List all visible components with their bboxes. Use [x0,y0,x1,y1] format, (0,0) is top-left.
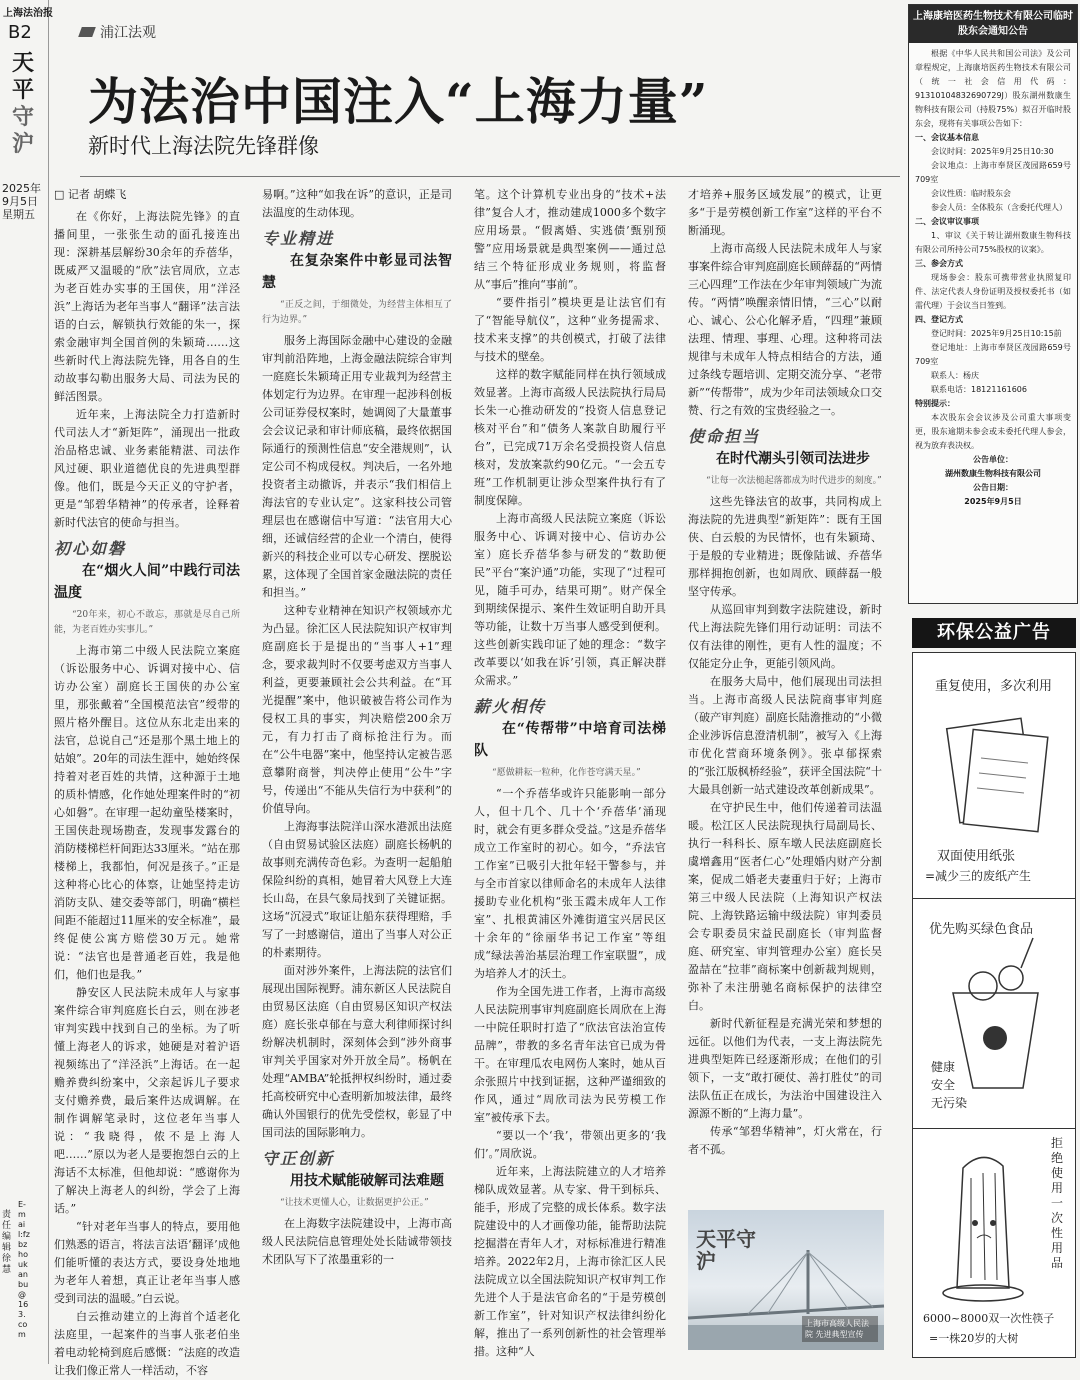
ad-slogan: 无污染 [931,1096,968,1110]
shareholder-notice [908,4,1078,604]
ad-slogan: 安全 [931,1078,956,1092]
section-title: 专业精进 [262,229,335,248]
paragraph: 服务上海国际金融中心建设的金融审判前沿阵地，上海金融法院综合审判一庭庭长朱颖琦正用专业裁判为经营主体划定行为边界。在审理一起涉科创板公司证券侵权案时，她调阅了大量董事会会议记录和审计师底稿，最终依据国际通行的预测性信息“安全港规则”，认定公司不构成侵权。判决后，一名外地投资者主动撤诉，并表示“我们相信上海法官的专业认定”。这家科技公司管理层也在感谢信中写道：“法官用大心细，还诚信经营的企业一个清白，使得新兴的科技企业可以专心研发、摆脱讼累，这体现了全国首家金融法院的责任和担当。” [262,334,452,599]
ad-slogan: 重复使用，多次利用 [935,679,1053,694]
ad-slogan: 拒绝使用一次性用品 [1051,1136,1064,1270]
left-rail [0,0,53,1364]
masthead: 上海法治报 [3,8,53,19]
column-name [12,50,36,158]
photo-title: 天平守沪 [696,1227,756,1273]
article-column-1 [54,186,240,1377]
section-heading [688,428,882,470]
paragraph: “一个乔蓓华或许只能影响一部分人，但十几个、几十个‘乔蓓华’涌现时，就会有更多群众受益。”这是乔蓓华成立工作室时的初心。如今，“乔法官工作室”已吸引大批年轻干警参与，并与全市首家以律师命名的未成年人法律援助专业化机构“张玉霞未成年人工作室”、扎根黄浦区外滩街道宝兴居民区十余年的“徐丽华书记工作室”等组成“绿法善治基层治理工作室联盟”，成为培养人才的沃土。 [474,787,666,980]
column-logo-photo [688,1210,884,1350]
pull-quote: “愿做耕耘一粒种，化作苍穹满天星。” [492,768,641,778]
article-column-3 [474,186,666,1358]
paragraph: 作为全国先进工作者，上海市高级人民法院刑事审判庭副庭长周欣在上海一中院任职时打造了“欣法官法治宣传品牌”，带教的多名青年法官已成为骨干。在审理瓜农电网伤人案时，她从百余张照片中找到证据，这种严谨细致的作风，通过“周欣司法为民劳模工作室”被传承下去。 [474,985,666,1124]
article-column-4 [688,186,882,1206]
section-title: 使命担当 [688,427,761,446]
notice-signature-label: 公告单位： [973,455,1013,464]
section-heading [54,540,240,604]
ad-slogan: 优先购买绿色食品 [929,922,1034,937]
byline: □ 记者 胡蝶飞 [54,188,127,201]
ad-slogan: =减少三的废纸产生 [925,869,1032,883]
section-heading [262,1150,452,1192]
notice-line: 参会人员：全体股东（含委托代理人） [931,203,1067,212]
notice-line: 会议地点：上海市奉贤区茂园路659号709室 [915,161,1071,184]
paragraph: “针对老年当事人的特点，要用他们熟悉的语言，将法言法语‘翻译’成他们能听懂的表达方式，要设身处地地为老年人着想，真正让老年当事人感受到司法的温暖。”白云说。 [54,1220,240,1305]
paragraph: 在《你好，上海法院先锋》的直播间里，一张张生动的面孔接连出现：深耕基层解纷30余年的乔蓓华，既威严又温暖的“欣”法官周欣，立志为老百姓办实事的王国侠，用“洋泾浜”上海话为老年当事人“翻译”法言法语的白云，解锁执行效能的朱一，探索金融审判全国首例的朱颖琦……这些新时代上海法院先锋，用各自的生动故事勾勒出服务大局、司法为民的鲜活图景。 [54,210,240,403]
photo-caption: 上海市高级人民法院 先进典型宣传 [802,1316,878,1342]
section-subtitle: 在“烟火人间”中践行司法温度 [54,563,240,601]
paragraph: 这些先锋法官的故事，共同构成上海法院的先进典型“新矩阵”：既有王国侠、白云般的为民情怀，也有朱颖琦、于是般的专业精进；既像陆诚、乔蓓华那样拥抱创新，也如周欣、顾薛磊一般坚守传承。 [688,495,882,598]
paragraph: “要件指引”模块更是让法官们有了“智能导航仪”，这种“业务提需求、技术来支撑”的共创模式，打破了法律与技术的壁垒。 [474,296,666,363]
section-title: 守正创新 [262,1149,335,1168]
paragraph: 白云推动建立的上海首个适老化法庭里，一起案件的当事人张老伯坐着电动轮椅到庭后感慨：“法庭的改造让我们像正常人一样活动，不容 [54,1310,240,1377]
notice-date-label: 公告日期： [973,483,1013,492]
section-subtitle: 在“传帮带”中培育司法梯队 [474,721,666,759]
notice-section-heading: 三、参会方式 [915,259,963,268]
notice-section-heading: 二、会议审议事项 [915,217,979,226]
section-subtitle: 用技术赋能破解司法难题 [290,1173,444,1189]
section-tag-label: 浦江法观 [100,25,156,41]
paragraph: 面对涉外案件，上海法院的法官们展现出国际视野。浦东新区人民法院自由贸易区法庭（自由贸易区知识产权法庭）庭长张卓郁在与意大利律师探讨纠纷解决机制时，深刻体会到“涉外商事审判关乎国家对外开放全局”。杨帆在处理“AMBA”轮抵押权纠纷时，通过委托高校研究中心查明新加坡法律，最终确认外国银行的优先受偿权，彰显了中国司法的国际影响力。 [262,964,452,1139]
paragraph: “要以一个‘我’，带领出更多的‘我们’。”周欣说。 [474,1129,666,1160]
paragraph: 在守护民生中，他们传递着司法温暖。松江区人民法院现执行局副局长、执行一科科长、原车墩人民法庭副庭长虞增鑫用“医者仁心”处理婚内财产分割案，促成二婚老夫妻重归于好；上海市第三中级人民法院（上海知识产权法院、上海铁路运输中级法院）审判委员会专职委员宋益民副庭长（审判监督庭、研究室、审判管理办公室）庭长吴盈喆在“拉菲”商标案中创新裁判规则，弥补了未注册驰名商标保护的法律空白。 [688,801,882,1012]
editor-credit: 责任编辑 徐慧 [2,1210,12,1275]
notice-section-heading: 一、会议基本信息 [915,133,979,142]
pull-quote: “让每一次法槌起落都成为时代进步的刻度。” [706,476,882,486]
notice-line: 会议时间：2025年9月25日10:30 [931,147,1054,156]
header-divider [80,176,900,177]
pull-quote: “让技术更懂人心，让数据更护公正。” [280,1198,429,1208]
notice-signature-company: 湖州数康生物科技有限公司 [945,469,1041,478]
notice-title: 上海康培医药生物技术有限公司临时股东会通知公告 [909,5,1077,43]
notice-line: 现场参会：股东可携带营业执照复印件、法定代表人身份证明及授权委托书（如需代理）于会议当日签到。 [915,273,1071,310]
subheadline: 新时代上海法院先锋群像 [88,134,319,158]
issue-weekday: 星期五 [2,208,35,221]
paragraph: 这种专业精神在知识产权领域亦尤为凸显。徐汇区人民法院知识产权审判庭副庭长于是提出的“当事人+1”理念，要求裁判时不仅要考虑双方当事人利益，更要兼顾社会公共利益。在“耳光提醒”案中，他识破被告将公司作为侵权工具的事实，判决赔偿200余万元，有力打击了商标抢注行为。而在“公牛电器”案中，他坚持认定被告恶意攀附商誉，判决停止使用“公牛”字号，传递出“不能从失信行为中获利”的价值导向。 [262,604,452,815]
issue-day: 9月5日 [2,195,38,208]
notice-body [909,43,1077,513]
article-column-2 [262,186,452,1358]
issue-year: 2025年 [2,182,41,195]
ad-panel-food [913,898,1075,1129]
notice-line: 1、审议《关于转让湖州数康生物科技有限公司所持公司75%股权的议案》。 [915,231,1071,254]
ad-header: 环保公益广告 [912,618,1076,648]
paragraph: 才培养+服务区域发展”的模式，让更多“于是劳模创新工作室”这样的平台不断涌现。 [688,188,882,237]
pull-quote: “20年来，初心不敢忘，那就是尽自己所能，为老百姓办实事儿。” [54,610,240,635]
ad-slogan: 双面使用纸张 [937,849,1016,864]
notice-line: 联系人：杨庆 [931,371,979,380]
section-subtitle: 在时代潮头引领司法进步 [716,451,870,467]
notice-date: 2025年9月5日 [964,497,1022,506]
paragraph: 上海市高级人民法院立案庭（诉讼服务中心、诉调对接中心、信访办公室）庭长乔蓓华参与研发的“数助便民”平台“案沪通”功能，实现了“过程可见，随手可办，结果可期”。财产保全到期续保提示、案件生效证明自助开具等功能，让数十万当事人感受到便利。这些创新实践印证了她的理念：“数字改革要以‘如我在诉’引领，真正解决群众需求。” [474,512,666,687]
section-subtitle: 在复杂案件中彰显司法智慧 [262,253,452,291]
notice-line: 登记时间：2025年9月25日10:15前 [931,329,1062,338]
paragraph: 上海市高级人民法院未成年人与家事案件综合审判庭副庭长顾薛磊的“两情三心四理”工作法在少年审判领域广为流传。“两情”唤醒亲情旧情，“三心”以耐心、诚心、公心化解矛盾，“四理”兼顾法理、情理、事理、心理。这种将司法规律与未成年人特点相结合的方法，通过条线专题培训、定期交流分享、“老带新”“传帮带”，成为少年司法领域众口交赞、行之有效的宝贵经验之一。 [688,242,882,417]
paragraph: 上海海事法院洋山深水港派出法庭（自由贸易试验区法庭）副庭长杨帆的故事则充满传奇色彩。为查明一起船舶保险纠纷的真相，她冒着大风登上大连长山岛，在县气象局找到了关键证据。这场“沉浸式”取证让船东获得理赔，手写了一封感谢信，道出了当事人对公正的朴素期待。 [262,820,452,959]
paragraph: 上海市第二中级人民法院立案庭（诉讼服务中心、诉调对接中心、信访办公室）副庭长王国侠的办公室里，那张戴着“全国模范法官”绶带的照片格外醒目。这位从东北走出来的法官，总说自己“还是那个黑土地上的姑娘”。20年的司法生涯中，她始终保持着对老百姓的共情，这种源于土地的质朴情感，化作她处理案件时的“初心如磐”。在审理一起幼童坠楼案时，王国侠赴现场勘查，发现事发露台的消防楼梯栏杆间距达33厘米。“站在那楼梯上，我都怕，何况是孩子。”正是这种将心比心的体察，让她坚持走访消防支队、建交委等部门，明确“横栏间距不能超过11厘米的安全标准”，最终促使公寓方赔偿30万元。她常说：“法官也是普通老百姓，我是他们，他们也是我。” [54,644,240,981]
section-tag-marker [78,27,96,37]
ad-slogan: 健康 [931,1060,956,1074]
ad-slogan: 6000~8000双一次性筷子 [923,1312,1055,1325]
paragraph: 这样的数字赋能同样在执行领域成效显著。上海市高级人民法院执行局局长朱一心推动研发的“投资人信息登记核对平台”和“债务人案款自助履行平台”，已完成71万余名受损投资人信息核对，发放案款约90亿元。“一会五专班”工作机制更让涉众型案件执行有了制度保障。 [474,368,666,507]
section-tag [80,22,156,42]
ad-slogan: =一株20岁的大树 [929,1332,1019,1345]
issue-date [2,182,41,221]
notice-line: 会议性质：临时股东会 [931,189,1011,198]
paragraph: 静安区人民法院未成年人与家事案件综合审判庭庭长白云，则在涉老审判实践中找到自己的坐标。为了听懂上海老人的诉求，她硬是对着沪语视频练出了“洋泾浜”上海话。在一起赡养费纠纷案中，父亲起诉儿子要求支付赡养费，最后案件达成调解。在制作调解笔录时，这位老年当事人说：“我晓得，侬不是上海人吧……”原以为老人是要抱怨白云的上海话不太标准，但他却说：“感谢你为了解决上海老人的纠纷，学会了上海话。” [54,986,240,1215]
paragraph: 易啊。”这种“如我在诉”的意识，正是司法温度的生动体现。 [262,188,452,219]
ad-panel-chopsticks [913,1128,1075,1357]
section-title: 薪火相传 [474,697,547,716]
page-number: B2 [8,22,32,43]
section-heading [474,698,666,762]
notice-line: 本次股东会会议涉及公司重大事项变更，股东逾期未参会或未委托代理人参会，视为放弃表决权。 [915,413,1071,450]
paragraph: 新时代新征程是充满光荣和梦想的远征。以他们为代表，一支上海法院先进典型矩阵已经逐渐形成；在他们的引领下，一支“敢打硬仗、善打胜仗”的司法队伍正在成长，为法治中国建设注入源源不断的“上海力量”。 [688,1017,882,1120]
section-heading [262,230,452,294]
paragraph: 近年来，上海法院建立的人才培养梯队成效显著。从专家、骨干到标兵、能手，形成了完整的成长体系。数字法院建设中的人才画像功能，能帮助法院挖掘潜在青年人才，对标标准进行精准培养。2022年2月，上海市徐汇区人民法院成立以全国法院知识产权审判工作先进个人于是法官命名的“于是劳模创新工作室”，针对知识产权法律纠纷化解，推出了一系列创新性的社会管理举措。这种“人 [474,1165,666,1358]
column-name-line-2: 守沪 [12,104,35,157]
paragraph: 从巡回审判到数字法院建设，新时代上海法院先锋们用行动证明：司法不仅有法律的刚性，更有人性的温度；不仅能定分止争，更能引领风尚。 [688,603,882,670]
notice-section-heading: 四、登记方式 [915,315,963,324]
headline: 为法治中国注入“上海力量” [88,72,709,131]
notice-line: 联系电话：18121161606 [931,385,1027,394]
notice-intro: 根据《中华人民共和国公司法》及公司章程规定，上海康培医药生物技术有限公司（统一社会信用代码：91310104832690729J）股东湖州数康生物科技有限公司（持股75%）拟召开临时股东会，现将有关事项公告如下： [915,49,1071,128]
notice-line: 登记地址：上海市奉贤区茂园路659号709室 [915,343,1071,366]
paragraph: 笔。这个计算机专业出身的“技术+法律”复合人才，推动建成1000多个数字应用场景。“假离婚、实逃债’甄别预警”应用场景就是典型案例——通过总结三个特征形成业务规则，将监督从“事后”推向“事前”。 [474,188,666,291]
paragraph: 在上海数字法院建设中，上海市高级人民法院信息管理处处长陆诚带领技术团队写下了浓墨重彩的一 [262,1217,452,1266]
environment-ad [912,652,1076,1358]
column-name-line-1: 天平 [12,50,35,103]
notice-section-heading: 特别提示： [915,399,955,408]
paragraph: 近年来，上海法院全力打造新时代司法人才“新矩阵”，涌现出一批政治品格忠诚、业务素能精湛、司法作风过硬、职业道德优良的先进典型群像。他们，既是今天正义的守护者，更是“邹碧华精神”的传承者，诠释着新时代法官的使命与担当。 [54,408,240,529]
section-title: 初心如磐 [54,539,127,558]
paragraph: 传承“邹碧华精神”，灯火常在，行者不孤。 [688,1125,882,1156]
pull-quote: “正反之间，于细微处，为经营主体相互了行为边界。” [262,300,452,325]
editor-email[interactable]: E-mail:fzbzhoukanbu@163.com [18,1200,30,1339]
paragraph: 在服务大局中，他们展现出司法担当。上海市高级人民法院商事审判庭（破产审判庭）副庭长陆澹推动的“小微企业涉诉信息澄清机制”，被写入《上海市优化营商环境条例》。张卓郁探索的“张江版枫桥经验”，获评全国法院“十大最具创新一站式建设改革创新成果”。 [688,675,882,796]
ad-panel-paper [913,653,1075,899]
